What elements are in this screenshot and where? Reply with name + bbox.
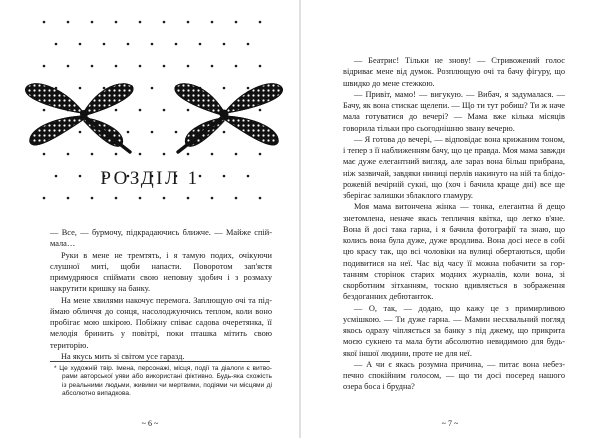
decorative-dot <box>235 197 238 200</box>
paragraph: На мене хвилями накочує перемога. Заплющую очі та під-ймаю обличчя до сонця, насолоджуючись теплом, коли воно пробігає мою шкірою. Побіжну співає садова очеретянка, її мелодія бринить у повітрі, поки пташка мітить свою територію. <box>50 295 272 350</box>
dragonfly-right-illustration <box>168 78 286 156</box>
paragraph: На якусь мить зі світом усе гаразд. <box>61 351 185 361</box>
decorative-dot <box>151 43 154 46</box>
decorative-dot <box>43 197 46 200</box>
left-body-text <box>50 227 272 362</box>
decorative-dot <box>235 21 238 24</box>
decorative-dot <box>247 43 250 46</box>
decorative-dot <box>223 43 226 46</box>
dragonfly-left-illustration <box>22 78 140 156</box>
footnote-divider <box>50 361 270 362</box>
decorative-dot <box>259 197 262 200</box>
paragraph: — О, так, — додаю, що кажу це з примирливою усмішкою. — Ти дуже гарна. — Мамин несхвальний погляд якось одразу чіпляється за банку з під джему, що прикрита моєю сукнею та мала бути абсолютно невидимою для будь-якої іншої людини, проте не для неї. <box>343 303 565 358</box>
decorative-dot <box>151 87 154 90</box>
decorative-dot <box>91 65 94 68</box>
decorative-dot <box>139 197 142 200</box>
decorative-dot <box>259 21 262 24</box>
page-number-left: ~ 6 ~ <box>141 419 159 428</box>
decorative-dot <box>115 21 118 24</box>
right-body-text <box>343 55 565 393</box>
decorative-dot <box>163 65 166 68</box>
decorative-dot <box>139 21 142 24</box>
decorative-dot <box>103 43 106 46</box>
footnote <box>50 365 272 399</box>
decorative-dot <box>127 43 130 46</box>
decorative-dot <box>67 197 70 200</box>
decorative-dot <box>139 65 142 68</box>
decorative-dot <box>187 65 190 68</box>
decorative-dot <box>187 197 190 200</box>
decorative-dot <box>163 109 166 112</box>
footnote-text: * Це художній твір. Імена, персонажі, місця, події та діалоги є витво-рами авторської уяви або використані фіктивно. Будь-яка схожість із реальними людьми, живими чи мертвими, подіями чи місцями ді абсолютно випадкова. <box>54 365 272 398</box>
decorative-dot <box>163 197 166 200</box>
decorative-dot <box>259 65 262 68</box>
decorative-dot <box>163 21 166 24</box>
paragraph: Руки в мене не тремтять, і я тамую подих, очікуючи слушної миті, щоби напасти. Поворотом зап'ястя примудряюся спіймати свою неповну здобич і з розмаху накрутити кришку на банку. <box>50 250 272 294</box>
decorative-dot <box>43 21 46 24</box>
decorative-dot <box>91 197 94 200</box>
decorative-dot <box>67 21 70 24</box>
decorative-dot <box>235 65 238 68</box>
decorative-dot <box>211 21 214 24</box>
decorative-dot <box>79 43 82 46</box>
decorative-dot <box>211 197 214 200</box>
decorative-dot <box>43 65 46 68</box>
paragraph: Моя мама витончена жінка — тонка, елегантна й дещо знетомлена, неначе якась тепличня квітка, що легко в'яне. Вона й досі така гарна, і я бачила фотографії та знаю, що колись вона була дуже, дуже вродлива. Вона досі несе в собі цю красу так, що всі чоловіки на вулиці обертаються, щоби подивитися на неї. Час від часу її можна побачити за гор-танням сторінок старих модних журналів, коли вона, зі скорботним зітханням, тоскно вдивляється в зображення бездоганних дебютанток. <box>343 202 565 302</box>
chapter-title: РОЗДІЛ 1 <box>100 168 200 189</box>
paragraph: — Все, — бурмочу, підкрадаючись ближче. — Майже спій-мала… <box>50 228 272 249</box>
decorative-dot <box>211 65 214 68</box>
decorative-dot <box>163 153 166 156</box>
paragraph: — А чи є якась розумна причина, — питає вона небез-печно спокійним голосом, — що ти досі посеред нашого озера боса і брудна? <box>343 359 565 392</box>
decorative-dot <box>199 43 202 46</box>
decorative-dot <box>67 65 70 68</box>
paragraph: — Я готова до вечері, — відповідає вона крижаним тоном, і тепер з її наближенням бачу, що це правда. Моя мама завжди має дуже елегантний вигляд, але зараз вона більш прибрана, ніж зазвичай, завдяки ниниці перлів накинуто на ній та блідо-рожевій вечірній сукні, що (хоч і бачила краще дні) все ще зберігає залишки зблаклого гламуру. <box>343 134 565 200</box>
decorative-dot <box>115 65 118 68</box>
paragraph: — Привіт, мамо! — вигукую. — Вибач, я задумалася. — Бачу, як вона стискає щелепи. — Що ти тут робиш? Ти ж наче мала готуватися до вечері? — Мама вже кілька місяців говорила тільки про сьогоднішню звану вечерю. <box>343 89 565 133</box>
decorative-dot <box>55 43 58 46</box>
decorative-dot <box>151 131 154 134</box>
right-page <box>300 0 600 438</box>
page-number-right: ~ 7 ~ <box>441 419 459 428</box>
decorative-dot <box>175 43 178 46</box>
decorative-dot <box>187 21 190 24</box>
decorative-dot <box>91 21 94 24</box>
decorative-dot <box>115 197 118 200</box>
paragraph: — Беатрис! Тільки не знову! — Стривожений голос відриває мене від думок. Розплющую очі та бачу фігуру, що швидко до мене стежкою. <box>343 56 565 88</box>
